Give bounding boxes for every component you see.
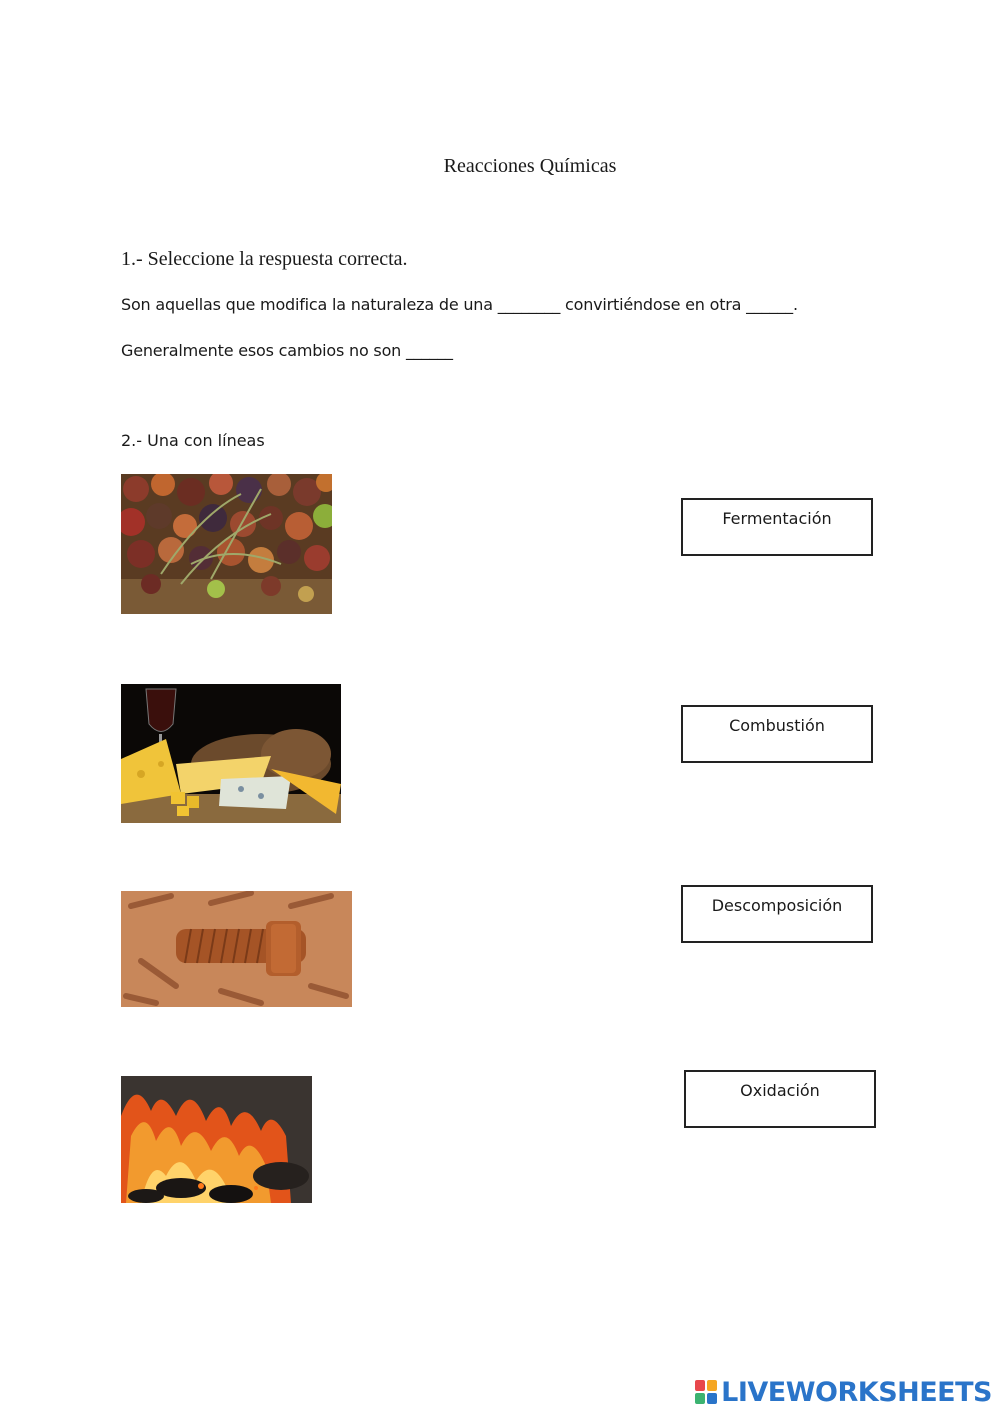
option-label: Fermentación — [722, 509, 832, 528]
option-label: Descomposición — [711, 896, 843, 915]
question-1-sentence-2: Generalmente esos cambios no son ______ — [121, 341, 453, 360]
decomposing-fruit-image — [121, 474, 332, 614]
question-1-heading: 1.- Seleccione la respuesta correcta. — [121, 248, 408, 270]
option-box-descomposicion[interactable] — [681, 885, 873, 943]
rusty-bolt-image — [121, 891, 352, 1007]
option-label: Combustión — [729, 716, 825, 735]
question-1-sentence-1: Son aquellas que modifica la naturaleza de una ________ convirtiéndose en otra ______. — [121, 295, 798, 314]
cheese-wine-image — [121, 684, 341, 823]
option-box-combustion[interactable] — [681, 705, 873, 763]
fire-coals-image — [121, 1076, 312, 1203]
question-2-heading: 2.- Una con líneas — [121, 431, 265, 450]
liveworksheets-logo — [695, 1377, 992, 1407]
option-box-oxidacion[interactable] — [684, 1070, 876, 1128]
option-box-fermentacion[interactable] — [681, 498, 873, 556]
page-title: Reacciones Químicas — [443, 155, 617, 177]
logo-mark-icon — [695, 1380, 717, 1404]
option-label: Oxidación — [740, 1081, 820, 1100]
logo-text: LIVEWORKSHEETS — [721, 1376, 992, 1408]
